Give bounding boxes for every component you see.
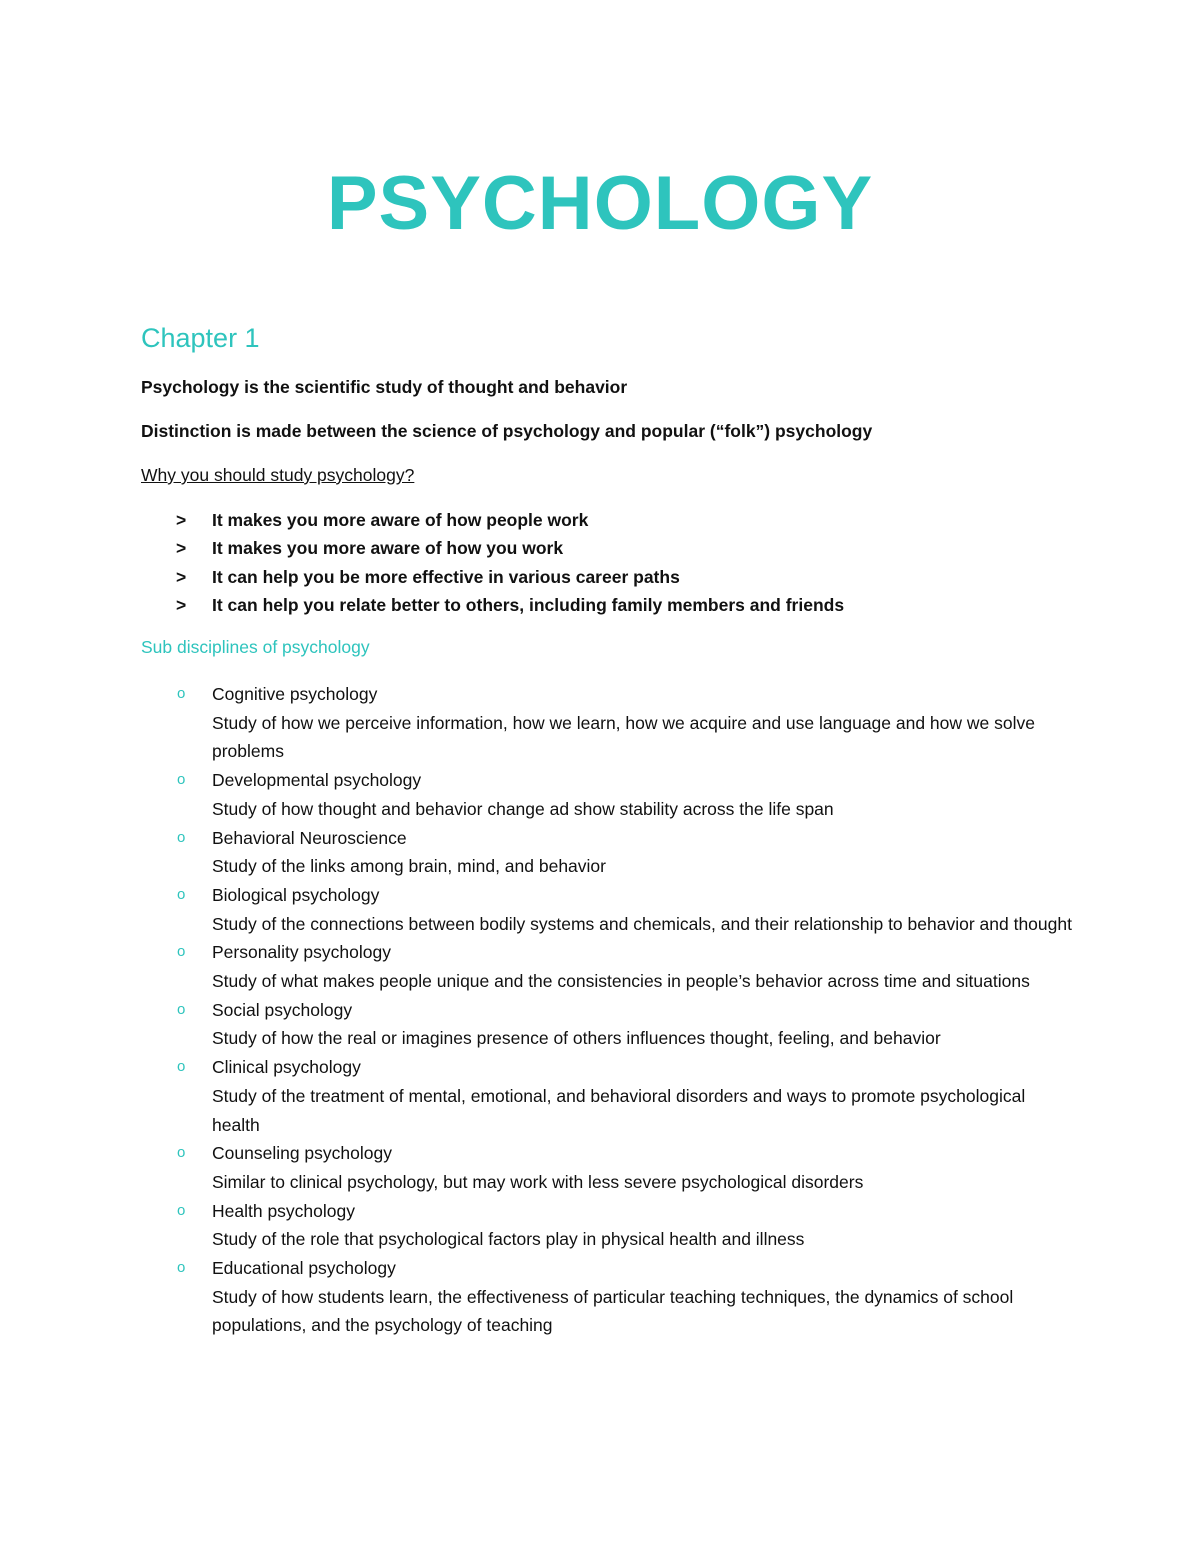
subdisciplines-list [0, 680, 1200, 1340]
subdiscipline-name: Social psychology [212, 999, 353, 1020]
subdiscipline-name: Cognitive psychology [212, 684, 378, 704]
circle-bullet-icon: o [177, 828, 186, 846]
circle-bullet-icon: o [177, 1144, 186, 1162]
subdiscipline-description: Study of how the real or imagines presence of others influences thought, feeling, and behavior [212, 1028, 941, 1049]
circle-bullet-icon: o [177, 771, 186, 789]
reason-text: It can help you be more effective in various career paths [212, 566, 680, 587]
list-item [0, 1053, 1072, 1139]
subdiscipline-name: Clinical psychology [212, 1057, 361, 1078]
list-item [0, 1139, 1072, 1196]
reason-text: It makes you more aware of how you work [212, 538, 564, 559]
subdiscipline-description: Study of the connections between bodily systems and chemicals, and their relationship to behavior and thought [212, 913, 1072, 934]
list-item [0, 537, 1200, 565]
arrow-bullet-icon: > [176, 566, 187, 587]
list-item [0, 1254, 1072, 1340]
distinction-paragraph: Distinction is made between the science of psychology and popular (“folk”) psychology [141, 421, 873, 441]
list-item [0, 938, 1072, 995]
reasons-list [0, 509, 1200, 622]
subdiscipline-description: Study of how we perceive information, how we learn, how we acquire and use language and how we solve problems [212, 712, 1035, 762]
list-item [0, 881, 1072, 938]
subdiscipline-description: Study of the role that psychological factors play in physical health and illness [212, 1229, 805, 1250]
subdiscipline-name: Educational psychology [212, 1258, 396, 1279]
circle-bullet-icon: o [177, 885, 186, 903]
arrow-bullet-icon: > [176, 594, 187, 615]
list-item [0, 566, 1200, 594]
circle-bullet-icon: o [177, 1259, 186, 1277]
arrow-bullet-icon: > [176, 510, 187, 530]
arrow-bullet-icon: > [176, 538, 187, 559]
subdiscipline-name: Developmental psychology [212, 770, 422, 791]
subdiscipline-description: Study of the treatment of mental, emotional, and behavioral disorders and ways to promote psychological health [212, 1085, 1026, 1135]
chapter-heading: Chapter 1 [141, 323, 260, 353]
reason-text: It makes you more aware of how people work [212, 510, 589, 530]
list-item [0, 1197, 1072, 1254]
circle-bullet-icon: o [177, 943, 186, 961]
subdiscipline-name: Counseling psychology [212, 1143, 392, 1164]
subdiscipline-description: Similar to clinical psychology, but may work with less severe psychological disorders [212, 1171, 864, 1192]
circle-bullet-icon: o [177, 1000, 186, 1018]
subdiscipline-name: Health psychology [212, 1200, 355, 1221]
definition-paragraph: Psychology is the scientific study of thought and behavior [141, 377, 628, 397]
list-item [0, 594, 1200, 622]
subdiscipline-name: Personality psychology [212, 942, 391, 963]
circle-bullet-icon: o [177, 685, 186, 702]
list-item [0, 766, 1072, 823]
reason-text: It can help you relate better to others, including family members and friends [212, 594, 845, 615]
circle-bullet-icon: o [177, 1058, 186, 1076]
list-item [0, 824, 1072, 881]
list-item [0, 680, 1072, 766]
subdiscipline-description: Study of the links among brain, mind, and behavior [212, 856, 606, 877]
subdiscipline-name: Behavioral Neuroscience [212, 827, 407, 848]
subdiscipline-description: Study of how thought and behavior change ad show stability across the life span [212, 798, 834, 819]
subdiscipline-name: Biological psychology [212, 884, 380, 905]
list-item [0, 996, 1072, 1053]
subdisciplines-heading: Sub disciplines of psychology [141, 637, 370, 657]
why-study-heading: Why you should study psychology? [141, 465, 415, 485]
subdiscipline-description: Study of what makes people unique and the consistencies in people’s behavior across time and situations [212, 971, 1030, 992]
list-item [0, 509, 1200, 537]
document-title: PSYCHOLOGY [326, 161, 874, 246]
subdiscipline-description: Study of how students learn, the effectiveness of particular teaching techniques, the dynamics of school populations, and the psychology of teaching [212, 1286, 1014, 1336]
circle-bullet-icon: o [177, 1201, 186, 1219]
